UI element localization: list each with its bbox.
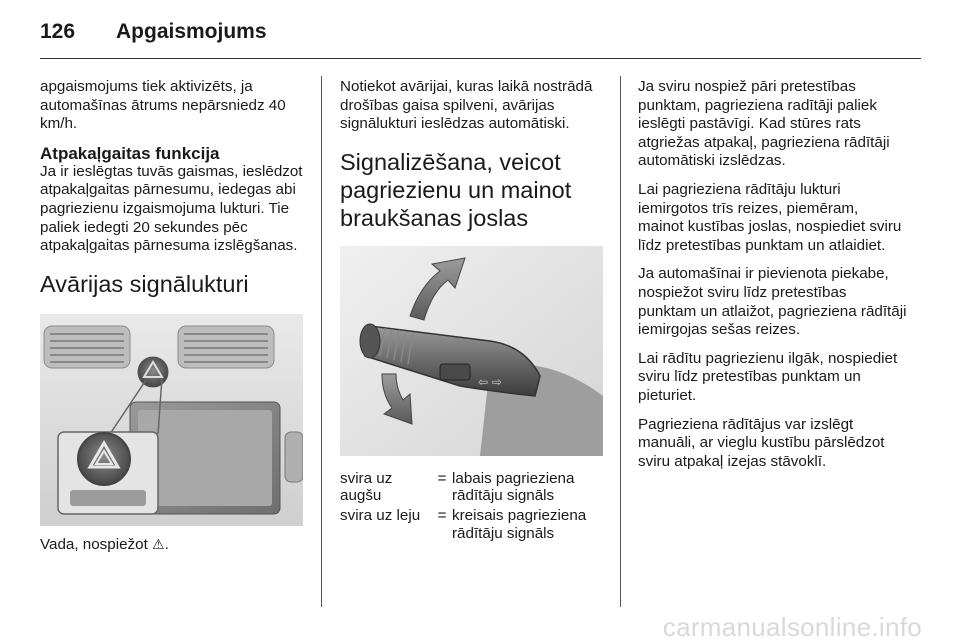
turn-signal-heading: Signalizēšana, veicot pagriezienu un mainot braukšanas joslas bbox=[340, 148, 572, 231]
intro-paragraph: apgaismojums tiek aktivizēts, ja automašīnas ātrums nepārsniedz 40 km/h. bbox=[40, 78, 286, 133]
col3-paragraph-4: Lai rādītu pagriezienu ilgāk, nospiediet sviru līdz pretestības punktam un pieturiet. bbox=[638, 349, 898, 404]
col3-paragraph-5: Pagrieziena rādītājus var izslēgt manuāli, ar vieglu kustību pārslēdzot sviru atpakaļ izejas stāvoklī. bbox=[638, 415, 885, 470]
definition-term: svira uz leju bbox=[340, 506, 421, 524]
page-header bbox=[40, 18, 920, 52]
hazard-warning-icon: ⚠ bbox=[152, 536, 165, 553]
hazard-caption bbox=[40, 536, 312, 555]
hazard-caption-end: . bbox=[164, 535, 169, 553]
svg-text:⇦ ⇨: ⇦ ⇨ bbox=[478, 374, 502, 389]
reverse-function-heading: Atpakaļgaitas funkcija bbox=[40, 143, 220, 163]
airbag-paragraph: Notiekot avārijai, kuras laikā nostrādā drošības gaisa spilveni, avārijas signālukturi ieslēdzas automātiski. bbox=[340, 78, 593, 133]
definition-row bbox=[340, 507, 602, 544]
dashboard-illustration bbox=[40, 314, 303, 526]
column-divider-2 bbox=[620, 76, 621, 607]
column-2 bbox=[340, 78, 608, 544]
footer-watermark: carmanualsonline.info bbox=[662, 612, 922, 642]
column-3 bbox=[638, 78, 908, 481]
header-rule bbox=[40, 58, 921, 59]
chapter-title: Apgaismojums bbox=[116, 20, 267, 43]
column-divider-1 bbox=[321, 76, 322, 607]
lever-illustration bbox=[340, 246, 603, 456]
definition-term: svira uz augšu bbox=[340, 469, 393, 505]
col3-paragraph-3: Ja automašīnai ir pievienota piekabe, nospiežot sviru līdz pretestības punktam un atlaižot, pagrieziena rādītāji iemirgojas sešas reizes. bbox=[638, 265, 907, 339]
col3-paragraph-1: Ja sviru nospiež pāri pretestības punktam, pagrieziena radītāji paliek ieslēgti pastāvīgi. Kad stūres rats atgriežas atpakaļ, pagrieziena rādītāji automātiski izslēdzas. bbox=[638, 78, 890, 170]
col3-paragraph-2: Lai pagrieziena rādītāju lukturi iemirgotos trīs reizes, piemēram, mainot kustības joslas, nospiediet sviru līdz pretestības punktam un atlaidiet. bbox=[638, 180, 902, 254]
hazard-button-figure bbox=[40, 314, 303, 526]
hazard-lights-heading: Avārijas signālukturi bbox=[40, 270, 249, 297]
definition-separator: = bbox=[437, 469, 447, 487]
lever-definitions-table bbox=[340, 470, 602, 544]
definition-row bbox=[340, 470, 602, 507]
definition-description: kreisais pagrieziena rādītāju signāls bbox=[452, 506, 587, 542]
turn-signal-lever-figure bbox=[340, 246, 603, 456]
definition-description: labais pagrieziena rādītāju signāls bbox=[452, 469, 575, 505]
definition-separator: = bbox=[437, 506, 447, 524]
hazard-caption-text: Vada, nospiežot bbox=[40, 535, 148, 553]
column-1 bbox=[40, 78, 312, 564]
page-number: 126 bbox=[40, 20, 76, 43]
reverse-function-paragraph: Ja ir ieslēgtas tuvās gaismas, ieslēdzot atpakaļgaitas pārnesumu, iedegas abi pagriezienu izgaismojuma lukturi. Tie paliek iedegti 20 sekundes pēc atpakaļgaitas pārnesuma izslēgšanas. bbox=[40, 162, 303, 255]
